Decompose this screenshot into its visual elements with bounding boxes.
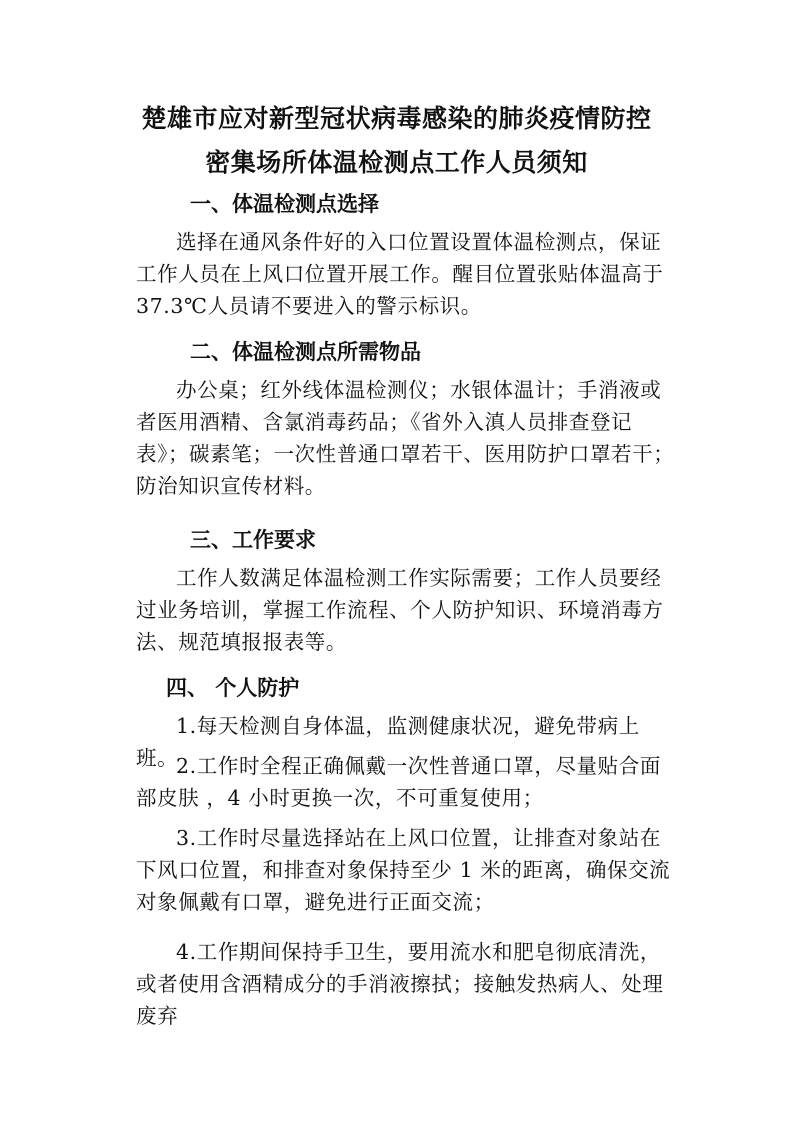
section-1-heading: 一、体温检测点选择: [190, 192, 379, 216]
section-3-heading: 三、工作要求: [190, 528, 316, 552]
document-title-line-1: 楚雄市应对新型冠状病毒感染的肺炎疫情防控: [141, 104, 652, 133]
document-title-line-2: 密集场所体温检测点工作人员须知: [205, 148, 588, 177]
section-4-item-2: 2.工作时全程正确佩戴一次性普通口罩，尽量贴合面部皮肤 ，4 小时更换一次，不可重复使用；: [136, 754, 661, 810]
section-4-item-4: 4.工作期间保持手卫生，要用流水和肥皂彻底清洗，或者使用含酒精成分的手消液擦拭；接触发热病人、处理废弃: [136, 940, 664, 1028]
section-3-paragraph: 工作人数满足体温检测工作实际需要；工作人员要经过业务培训，掌握工作流程、个人防护知识、环境消毒方法、规范填报报表等。: [136, 566, 664, 654]
section-2-paragraph: 办公桌；红外线体温检测仪；水银体温计；手消液或者医用酒精、含氯消毒药品；《省外入滇人员排查登记表》；碳素笔；一次性普通口罩若干、医用防护口罩若干；防治知识宣传材料。: [136, 378, 675, 498]
section-1-paragraph: 选择在通风条件好的入口位置设置体温检测点，保证工作人员在上风口位置开展工作。醒目位置张贴体温高于37.3℃人员请不要进入的警示标识。: [136, 230, 664, 318]
section-4-item-3: 3.工作时尽量选择站在上风口位置，让排查对象站在下风口位置，和排查对象保持至少 1 米的距离，确保交流对象佩戴有口罩，避免进行正面交流；: [136, 826, 671, 914]
section-4-heading: 四、 个人防护: [166, 676, 300, 700]
section-4-item-1: 1.每天检测自身体温，监测健康状况，避免带病上班。: [136, 714, 640, 770]
section-2-heading: 二、体温检测点所需物品: [190, 340, 421, 364]
